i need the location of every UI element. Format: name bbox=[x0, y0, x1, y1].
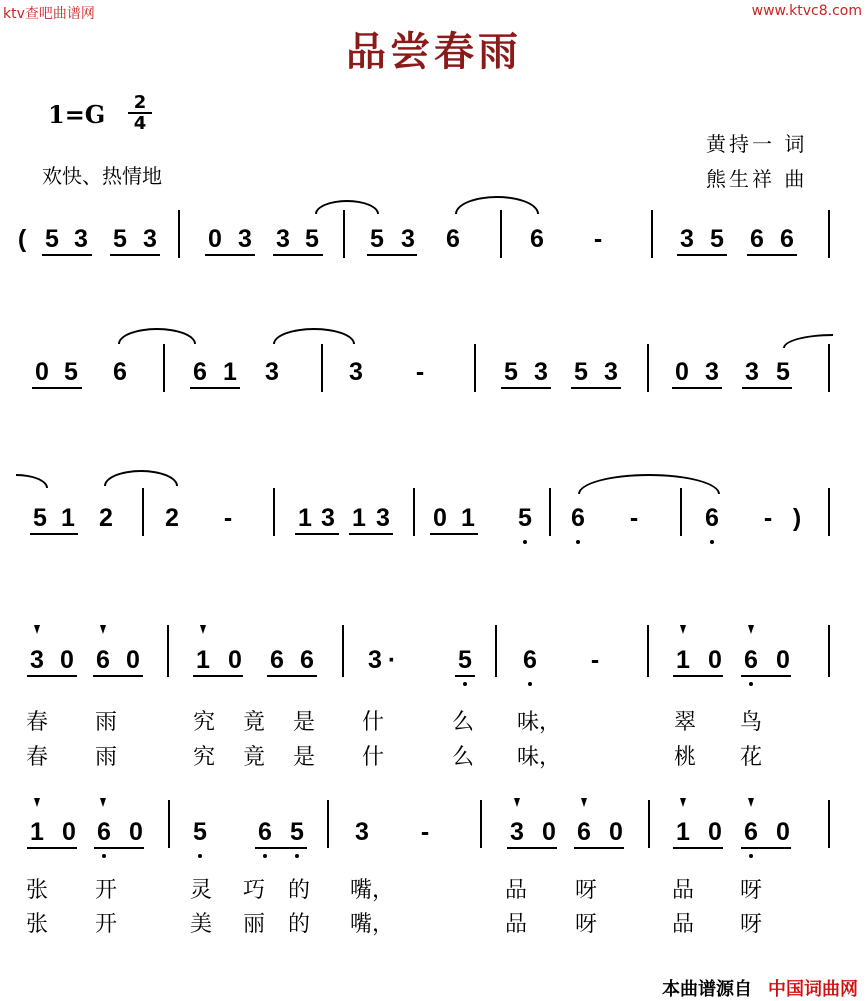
footer-source: 本曲谱源自 bbox=[662, 979, 752, 1000]
note: 0 bbox=[433, 504, 447, 532]
note: 0 bbox=[228, 646, 242, 674]
dash: - bbox=[763, 504, 773, 532]
lyric: 雨 bbox=[95, 710, 118, 735]
note: 3 bbox=[355, 818, 369, 846]
lyric: 开 bbox=[95, 912, 118, 937]
note: 3 bbox=[745, 358, 759, 386]
note: 5 bbox=[64, 358, 78, 386]
beam bbox=[455, 675, 475, 677]
note: 3 bbox=[376, 504, 390, 532]
note: 3 bbox=[74, 225, 88, 253]
note-low: 6 bbox=[523, 646, 537, 674]
beam bbox=[42, 254, 92, 256]
barline bbox=[321, 344, 323, 392]
lyric: 的 bbox=[288, 912, 311, 937]
accent-mark bbox=[581, 798, 587, 807]
barline bbox=[651, 210, 653, 258]
tie bbox=[104, 470, 178, 486]
note-low: 6 bbox=[705, 504, 719, 532]
note: 6 bbox=[750, 225, 764, 253]
note-low: 5 bbox=[193, 818, 207, 846]
barline bbox=[342, 625, 344, 677]
accent-mark bbox=[748, 798, 754, 807]
watermark-left: ktv查吧曲谱网 bbox=[3, 6, 95, 22]
note: 3 bbox=[705, 358, 719, 386]
lyric: 桃 bbox=[674, 745, 697, 770]
beam bbox=[267, 675, 317, 677]
low-octave-dot bbox=[528, 682, 532, 686]
note: 3 bbox=[604, 358, 618, 386]
lyric: 春 bbox=[26, 710, 49, 735]
note: 3 bbox=[265, 358, 279, 386]
note: 0 bbox=[126, 646, 140, 674]
dash: - bbox=[590, 646, 600, 674]
tempo-marking: 欢快、热情地 bbox=[42, 164, 162, 188]
beam bbox=[507, 847, 557, 849]
note-low: 6 bbox=[744, 646, 758, 674]
note: 6 bbox=[270, 646, 284, 674]
note: 1 bbox=[61, 504, 75, 532]
beam bbox=[747, 254, 797, 256]
note: 5 bbox=[33, 504, 47, 532]
note: 5 bbox=[710, 225, 724, 253]
low-octave-dot bbox=[523, 540, 527, 544]
beam bbox=[741, 675, 791, 677]
note: 3 bbox=[143, 225, 157, 253]
note: 5 bbox=[45, 225, 59, 253]
note: 3 bbox=[510, 818, 524, 846]
beam bbox=[193, 675, 243, 677]
barline bbox=[327, 800, 329, 848]
note: 6 bbox=[96, 646, 110, 674]
note: 3 bbox=[238, 225, 252, 253]
note: 2 bbox=[165, 504, 179, 532]
lyric: 开 bbox=[95, 878, 118, 903]
low-octave-dot bbox=[198, 854, 202, 858]
lyric: 品 bbox=[505, 912, 528, 937]
note: 0 bbox=[208, 225, 222, 253]
score-paren-close: ) bbox=[792, 504, 802, 532]
lyric: 呀 bbox=[575, 912, 598, 937]
beam bbox=[742, 387, 792, 389]
barline bbox=[680, 488, 682, 536]
lyric: 什 bbox=[362, 745, 385, 770]
beam bbox=[677, 254, 727, 256]
key-signature: 1=G bbox=[48, 100, 106, 129]
beam bbox=[27, 847, 77, 849]
time-signature-top: 2 bbox=[133, 92, 147, 113]
lyric: 品 bbox=[672, 912, 695, 937]
beam bbox=[30, 533, 78, 535]
note: 5 bbox=[504, 358, 518, 386]
lyric: 巧 bbox=[243, 878, 266, 903]
lyricist-credit: 黄持一 词 bbox=[706, 132, 808, 156]
beam bbox=[205, 254, 255, 256]
lyric: 鸟 bbox=[740, 710, 763, 735]
barline bbox=[167, 625, 169, 677]
note: 1 bbox=[196, 646, 210, 674]
lyric: 品 bbox=[672, 878, 695, 903]
beam bbox=[672, 387, 722, 389]
tie bbox=[273, 328, 355, 344]
note: 1 bbox=[461, 504, 475, 532]
dash: - bbox=[415, 358, 425, 386]
note: 3 bbox=[368, 646, 382, 674]
beam bbox=[255, 847, 307, 849]
lyric: 么 bbox=[452, 710, 475, 735]
note: 1 bbox=[30, 818, 44, 846]
lyric: 张 bbox=[26, 912, 49, 937]
note: 0 bbox=[35, 358, 49, 386]
note: 0 bbox=[708, 818, 722, 846]
note: 0 bbox=[60, 646, 74, 674]
note-low: 6 bbox=[571, 504, 585, 532]
barline bbox=[828, 488, 830, 536]
low-octave-dot bbox=[463, 682, 467, 686]
note: 5 bbox=[370, 225, 384, 253]
tie bbox=[118, 328, 196, 344]
accent-mark bbox=[34, 798, 40, 807]
note-low: 5 bbox=[518, 504, 532, 532]
beam bbox=[93, 675, 143, 677]
note-low: 6 bbox=[744, 818, 758, 846]
barline bbox=[549, 488, 551, 536]
note: 0 bbox=[675, 358, 689, 386]
lyric: 是 bbox=[293, 745, 316, 770]
note: 0 bbox=[776, 646, 790, 674]
note: 0 bbox=[708, 646, 722, 674]
dash: - bbox=[593, 225, 603, 253]
lyric: 是 bbox=[293, 710, 316, 735]
lyric: 呀 bbox=[740, 878, 763, 903]
note: 1 bbox=[298, 504, 312, 532]
note: 3 bbox=[321, 504, 335, 532]
note-low: 6 bbox=[258, 818, 272, 846]
note-low: 5 bbox=[458, 646, 472, 674]
beam bbox=[32, 387, 82, 389]
barline bbox=[495, 625, 497, 677]
accent-mark bbox=[34, 625, 40, 634]
barline bbox=[500, 210, 502, 258]
barline bbox=[480, 800, 482, 848]
barline bbox=[178, 210, 180, 258]
beam bbox=[295, 533, 339, 535]
lyric: 么 bbox=[452, 745, 475, 770]
note: 5 bbox=[574, 358, 588, 386]
note: 3 bbox=[534, 358, 548, 386]
composer-credit: 熊生祥 曲 bbox=[706, 167, 808, 191]
barline bbox=[828, 800, 830, 848]
footer-site: 中国词曲网 bbox=[768, 979, 858, 1000]
beam bbox=[110, 254, 160, 256]
note: 0 bbox=[542, 818, 556, 846]
accent-mark bbox=[200, 625, 206, 634]
note: 6 bbox=[530, 225, 544, 253]
lyric: 呀 bbox=[575, 878, 598, 903]
low-octave-dot bbox=[295, 854, 299, 858]
beam bbox=[574, 847, 624, 849]
beam bbox=[741, 847, 791, 849]
beam bbox=[673, 675, 723, 677]
beam bbox=[94, 847, 144, 849]
note: 6 bbox=[780, 225, 794, 253]
note: 3 bbox=[276, 225, 290, 253]
accent-mark bbox=[514, 798, 520, 807]
barline bbox=[647, 344, 649, 392]
tie bbox=[455, 196, 539, 214]
note: 6 bbox=[446, 225, 460, 253]
beam bbox=[673, 847, 723, 849]
lyric: 究 bbox=[193, 745, 216, 770]
accent-mark bbox=[680, 625, 686, 634]
lyric: 品 bbox=[505, 878, 528, 903]
barline bbox=[413, 488, 415, 536]
note: 5 bbox=[113, 225, 127, 253]
lyric: 究 bbox=[193, 710, 216, 735]
lyric: 灵 bbox=[190, 878, 213, 903]
lyric: 美 bbox=[190, 912, 213, 937]
barline bbox=[828, 344, 830, 392]
dash: - bbox=[629, 504, 639, 532]
barline bbox=[343, 210, 345, 258]
lyric: 嘴， bbox=[350, 878, 395, 903]
barline bbox=[474, 344, 476, 392]
beam bbox=[273, 254, 323, 256]
low-octave-dot bbox=[576, 540, 580, 544]
lyric: 翠 bbox=[674, 710, 697, 735]
note: 1 bbox=[676, 818, 690, 846]
beam bbox=[501, 387, 551, 389]
beam bbox=[430, 533, 478, 535]
note: 1 bbox=[223, 358, 237, 386]
tie bbox=[315, 200, 379, 214]
beam bbox=[571, 387, 621, 389]
lyric: 的 bbox=[288, 878, 311, 903]
low-octave-dot bbox=[710, 540, 714, 544]
lyric: 嘴， bbox=[350, 912, 395, 937]
dot-extension: · bbox=[387, 646, 397, 674]
note: 0 bbox=[609, 818, 623, 846]
low-octave-dot bbox=[749, 682, 753, 686]
low-octave-dot bbox=[749, 854, 753, 858]
accent-mark bbox=[100, 625, 106, 634]
barline bbox=[273, 488, 275, 536]
barline bbox=[648, 800, 650, 848]
beam bbox=[27, 675, 77, 677]
tie bbox=[16, 474, 48, 488]
lyric: 味， bbox=[517, 745, 562, 770]
note: 6 bbox=[113, 358, 127, 386]
note: 5 bbox=[776, 358, 790, 386]
barline bbox=[647, 625, 649, 677]
note: 6 bbox=[577, 818, 591, 846]
lyric: 竟 bbox=[243, 745, 266, 770]
tie bbox=[578, 474, 720, 494]
lyric: 丽 bbox=[243, 912, 266, 937]
note: 0 bbox=[129, 818, 143, 846]
barline bbox=[828, 210, 830, 258]
lyric: 雨 bbox=[95, 745, 118, 770]
note-low: 5 bbox=[290, 818, 304, 846]
low-octave-dot bbox=[102, 854, 106, 858]
dash: - bbox=[420, 818, 430, 846]
note: 1 bbox=[676, 646, 690, 674]
dash: - bbox=[223, 504, 233, 532]
song-title: 品尝春雨 bbox=[346, 29, 522, 75]
note: 2 bbox=[99, 504, 113, 532]
note-low: 6 bbox=[97, 818, 111, 846]
note: 6 bbox=[300, 646, 314, 674]
barline bbox=[828, 625, 830, 677]
tie bbox=[783, 334, 833, 348]
note: 3 bbox=[30, 646, 44, 674]
lyric: 竟 bbox=[243, 710, 266, 735]
note: 3 bbox=[349, 358, 363, 386]
beam bbox=[367, 254, 417, 256]
note: 1 bbox=[352, 504, 366, 532]
lyric: 春 bbox=[26, 745, 49, 770]
time-signature bbox=[128, 93, 152, 133]
barline bbox=[142, 488, 144, 536]
lyric: 张 bbox=[26, 878, 49, 903]
lyric: 味， bbox=[517, 710, 562, 735]
barline bbox=[163, 344, 165, 392]
time-signature-bottom: 4 bbox=[128, 112, 152, 133]
low-octave-dot bbox=[263, 854, 267, 858]
lyric: 什 bbox=[362, 710, 385, 735]
lyric: 花 bbox=[740, 745, 763, 770]
accent-mark bbox=[100, 798, 106, 807]
barline bbox=[168, 800, 170, 848]
note: 6 bbox=[193, 358, 207, 386]
note: 0 bbox=[62, 818, 76, 846]
lyric: 呀 bbox=[740, 912, 763, 937]
accent-mark bbox=[748, 625, 754, 634]
watermark-right: www.ktvc8.com bbox=[751, 3, 862, 19]
note: 3 bbox=[680, 225, 694, 253]
accent-mark bbox=[680, 798, 686, 807]
beam bbox=[349, 533, 393, 535]
score-paren-open: ( bbox=[17, 225, 27, 253]
note: 0 bbox=[776, 818, 790, 846]
beam bbox=[190, 387, 240, 389]
note: 5 bbox=[305, 225, 319, 253]
note: 3 bbox=[401, 225, 415, 253]
